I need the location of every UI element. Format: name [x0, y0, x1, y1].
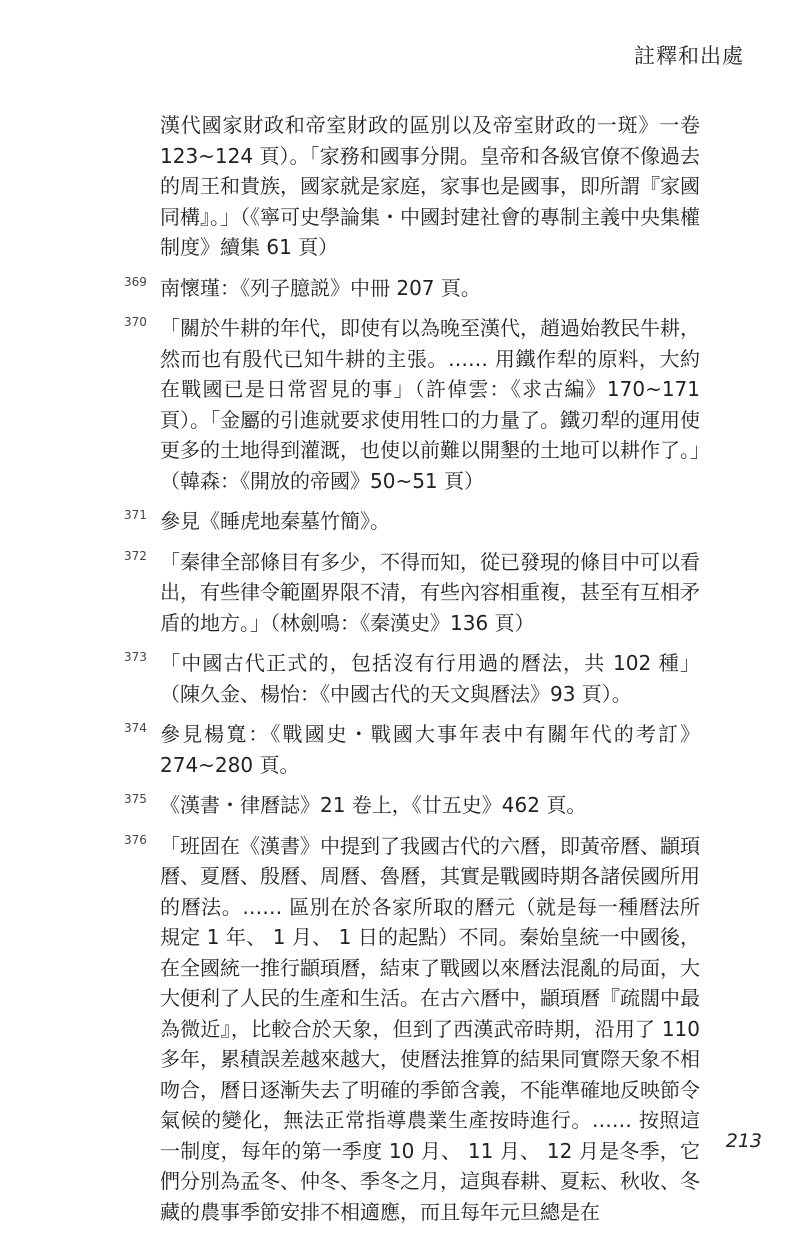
page-number: 213: [725, 1130, 762, 1152]
note-370: [124, 313, 700, 496]
note-375: [124, 790, 700, 821]
note-373: [124, 648, 700, 709]
note-text: 參見《睡虎地秦墓竹簡》。: [160, 509, 390, 533]
note-text: 「班固在《漢書》中提到了我國古代的六曆，即黃帝曆、顓頊曆、夏曆、殷曆、周曆、魯曆，其實是戰國時期各諸侯國所用的曆法。…… 區別在於各家所取的曆元（就是每一種曆法所規定 1 年、 1 月、 1 日的起點）不同。秦始皇統一中國後，在全國統一推行顓頊曆，結束了戰國以來曆法混亂的局面，大大便利了人民的生產和生活。在古六曆中，顓頊曆『疏闊中最為微近』，比較合於天象，但到了西漢武帝時期，沿用了 110 多年，累積誤差越來越大，使曆法推算的結果同實際天象不相吻合，曆日逐漸失去了明確的季節含義，不能準確地反映節令氣候的變化，無法正常指導農業生產按時進行。…… 按照這一制度，每年的第一季度 10 月、 11 月、 12 月是冬季，它們分別為孟冬、仲冬、季冬之月，這與春耕、夏耘、秋收、冬藏的農事季節安排不相適應，而且每年元旦總是在: [160, 833, 700, 1224]
running-head: 註釋和出處: [634, 44, 744, 68]
note-number: 370: [124, 315, 147, 329]
note-text: 「秦律全部條目有多少，不得而知，從已發現的條目中可以看出，有些律令範圍界限不清，有些內容相重複，甚至有互相矛盾的地方。」（林劍鳴：《秦漢史》136 頁）: [160, 549, 700, 635]
note-369: [124, 273, 700, 304]
note-text: 參見楊寬：《戰國史・戰國大事年表中有關年代的考訂》274~280 頁。: [160, 722, 700, 777]
note-text: 《漢書・律曆誌》21 卷上，《廿五史》462 頁。: [160, 793, 587, 817]
note-number: 369: [124, 274, 147, 289]
note-376: [124, 831, 700, 1228]
note-text: 「中國古代正式的，包括沒有行用過的曆法，共 102 種」（陳久金、楊怡：《中國古代的天文與曆法》93 頁）。: [160, 651, 700, 706]
note-372: [124, 547, 700, 639]
note-number: 375: [124, 792, 147, 806]
note-number: 376: [124, 832, 147, 847]
note-number: 374: [124, 721, 147, 735]
note-continuation: 漢代國家財政和帝室財政的區別以及帝室財政的一斑》一卷 123~124 頁）。「家務和國事分開。皇帝和各級官僚不像過去的周王和貴族，國家就是家庭，家事也是國事，即所謂『家國同構』。」（《寧可史學論集・中國封建社會的專制主義中央集權制度》續集 61 頁）: [160, 113, 700, 259]
note-text: 「關於牛耕的年代，即使有以為晚至漢代，趙過始教民牛耕，然而也有殷代已知牛耕的主張。…… 用鐵作犁的原料，大約在戰國已是日常習見的事」（許倬雲：《求古編》170~171 頁）。「金屬的引進就要求使用牲口的力量了。鐵刃犁的運用使更多的土地得到灌溉，也使以前難以開墾的土地可以耕作了。」（韓森：《開放的帝國》50~51 頁）: [160, 316, 700, 493]
note-text: 南懷瑾：《列子臆説》中冊 207 頁。: [160, 275, 481, 300]
note-371: [124, 506, 700, 537]
note-number: 371: [124, 508, 147, 522]
notes-body: [124, 110, 700, 1237]
note-number: 373: [124, 650, 147, 664]
note-374: [124, 719, 700, 780]
note-number: 372: [124, 548, 147, 563]
